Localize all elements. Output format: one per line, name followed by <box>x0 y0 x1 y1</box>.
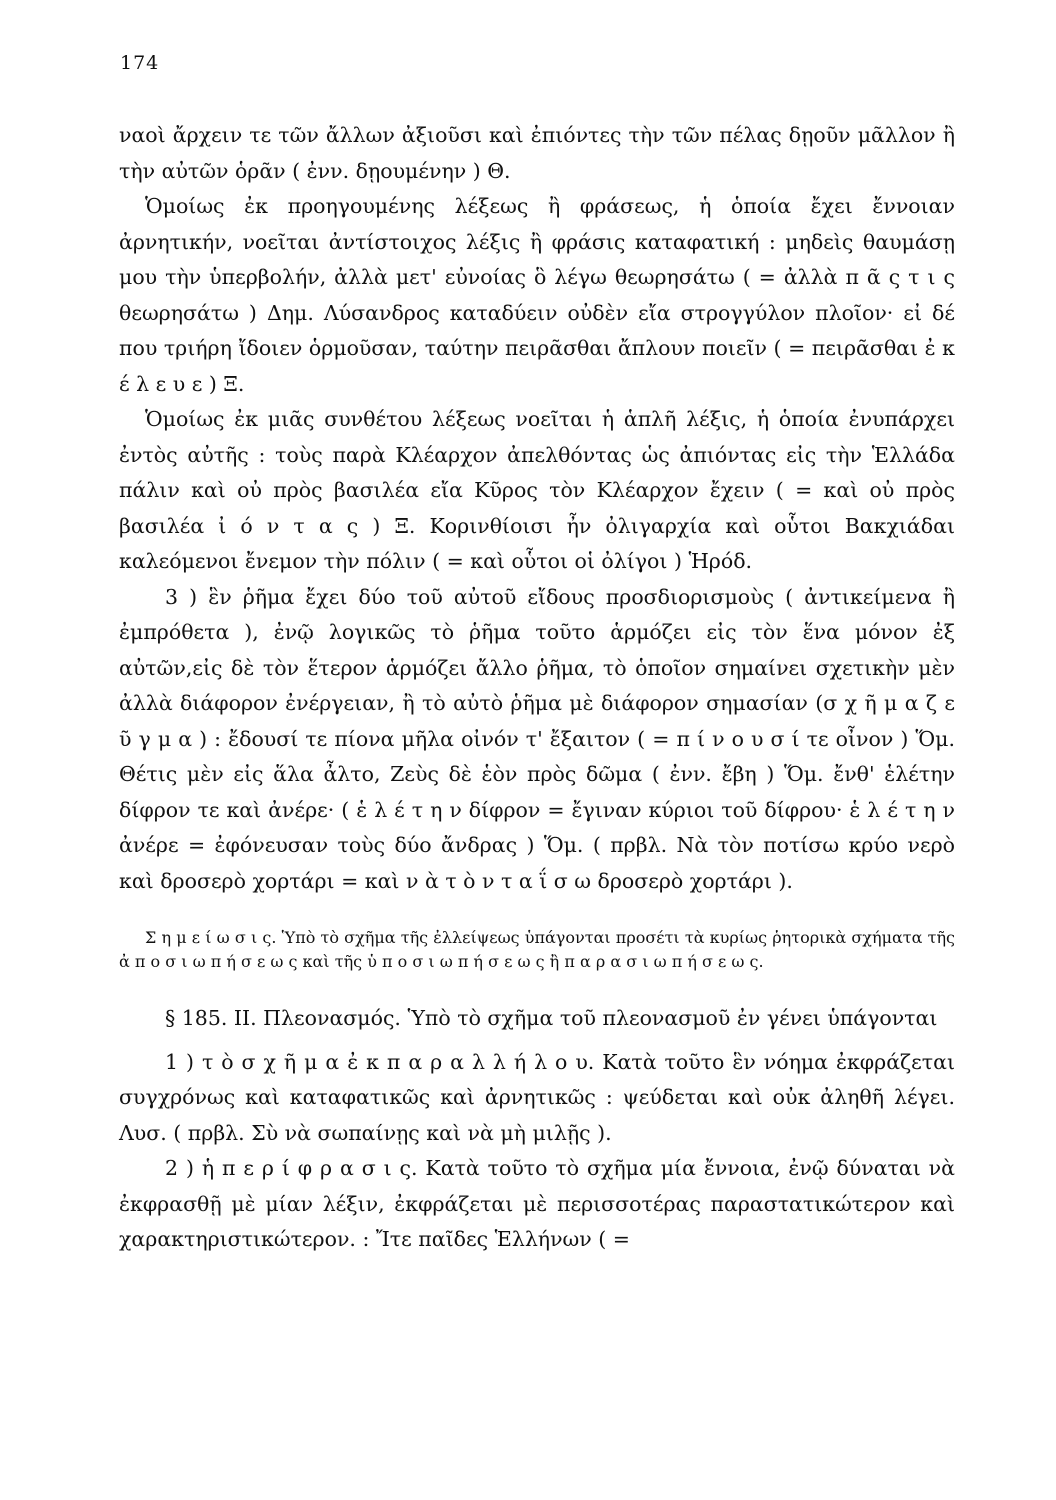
page-body <box>119 118 955 1258</box>
section-185-heading: § 185. ΙΙ. Πλεονασμός. Ὑπὸ τὸ σχῆμα τοῦ πλεονασμοῦ ἐν γένει ὑπάγονται <box>165 1006 938 1030</box>
paragraph-parallel-figure: 1 ) τ ὸ σ χ ῆ μ α ἐ κ π α ρ α λ λ ή λ ο υ. Κατὰ τοῦτο ἓν νόημα ἐκφράζεται συγχρόνως καὶ καταφατικῶς καὶ ἀρνητικῶς : ψεύδεται καὶ οὐκ ἀληθῆ λέγει. Λυσ. ( πρβλ. Σὺ νὰ σωπαίνῃς καὶ νὰ μὴ μιλῇς ). <box>119 1049 955 1145</box>
paragraph-compound-word: Ὁμοίως ἐκ μιᾶς συνθέτου λέξεως νοεῖται ἡ ἁπλῆ λέξις, ἡ ὁποία ἐνυπάρχει ἐντὸς αὐτῆς : τοὺς παρὰ Κλέαρχον ἀπελθόντας ὡς ἀπιόντας εἰς τὴν Ἑλλάδα πάλιν καὶ οὐ πρὸς βασιλέα εἴα Κῦρος τὸν Κλέαρχον ἔχειν ( = καὶ οὐ πρὸς βασιλέα ἰ ό ν τ α ς ) Ξ. Κορινθίοισι ἦν ὀλιγαρχία καὶ οὗτοι Βακχιάδαι καλεόμενοι ἔνεμον τὴν πόλιν ( = καὶ οὗτοι οἱ ὀλίγοι ) Ἡρόδ. <box>119 407 955 573</box>
paragraph-zeugma: 3 ) ἓν ῥῆμα ἔχει δύο τοῦ αὐτοῦ εἴδους προσδιορισμοὺς ( ἀντικείμενα ἢ ἐμπρόθετα ), ἐνῷ λογικῶς τὸ ῥῆμα τοῦτο ἁρμόζει εἰς τὸν ἕνα μόνον ἐξ αὐτῶν,εἰς δὲ τὸν ἕτερον ἁρμόζει ἄλλο ῥῆμα, τὸ ὁποῖον σημαίνει σχετικὴν μὲν ἀλλὰ διάφορον ἐνέργειαν, ἢ τὸ αὐτὸ ῥῆμα μὲ διάφορον σημασίαν (σ χ ῆ μ α ζ ε ῦ γ μ α ) : ἔδουσί τε πίονα μῆλα οἰνόν τ' ἔξαιτον ( = π ί ν ο υ σ ί τε οἶνον ) Ὅμ. Θέτις μὲν εἰς ἅλα ἆλτο, Ζεὺς δὲ ἑὸν πρὸς δῶμα ( ἐνν. ἔβη ) Ὅμ. ἔνθ' ἑλέτην δίφρον τε καὶ ἀνέρε· ( ἑ λ έ τ η ν δίφρον = ἔγιναν κύριοι τοῦ δίφρου· ἑ λ έ τ η ν ἀνέρε = ἐφόνευσαν τοὺς δύο ἄνδρας ) Ὅμ. ( πρβλ. Νὰ τὸν ποτίσω κρύο νερὸ καὶ δροσερὸ χορτάρι = καὶ ν ὰ τ ὸ ν τ α ΐ σ ω δροσερὸ χορτάρι ). <box>119 584 955 893</box>
paragraph-negative-ellipsis: Ὁμοίως ἐκ προηγουμένης λέξεως ἢ φράσεως, ἡ ὁποία ἔχει ἔννοιαν ἀρνητικήν, νοεῖται ἀντίστοιχος λέξις ἢ φράσις καταφατική : μηδεὶς θαυμάσῃ μου τὴν ὑπερβολήν, ἀλλὰ μετ' εὐνοίας ὃ λέγω θεωρησάτω ( = ἀλλὰ π ᾶ ς τ ι ς θεωρησάτω ) Δημ. Λύσανδρος καταδύειν οὐδὲν εἴα στρογγύλον πλοῖον· εἰ δέ που τριήρη ἴδοιεν ὁρμοῦσαν, ταύτην πειρᾶσθαι ἄπλουν ποιεῖν ( = πειρᾶσθαι ἐ κ έ λ ε υ ε ) Ξ. <box>119 194 955 396</box>
page-number: 174 <box>120 52 160 74</box>
remark-text: Σ η μ ε ί ω σ ι ς. Ὑπὸ τὸ σχῆμα τῆς ἐλλείψεως ὑπάγονται προσέτι τὰ κυρίως ῥητορικὰ σχήματα τῆς ἀ π ο σ ι ω π ή σ ε ω ς καὶ τῆς ὑ π ο σ ι ω π ή σ ε ω ς ἢ π α ρ α σ ι ω π ή σ ε ω ς. <box>119 928 955 971</box>
paragraph-periphrasis: 2 ) ἡ π ε ρ ί φ ρ α σ ι ς. Κατὰ τοῦτο τὸ σχῆμα μία ἔννοια, ἐνῷ δύναται νὰ ἐκφρασθῇ μὲ μίαν λέξιν, ἐκφράζεται μὲ περισσοτέρας παραστατικώτερον καὶ χαρακτηριστικώτερον. : Ἴτε παῖδες Ἑλλήνων ( = <box>119 1156 955 1251</box>
remark-note <box>119 926 955 974</box>
paragraph-continuation: ναοὶ ἄρχειν τε τῶν ἄλλων ἀξιοῦσι καὶ ἐπιόντες τὴν τῶν πέλας δῃοῦν μᾶλλον ἢ τὴν αὐτῶν ὁρᾶν ( ἐνν. δῃουμένην ) Θ. <box>119 123 955 183</box>
